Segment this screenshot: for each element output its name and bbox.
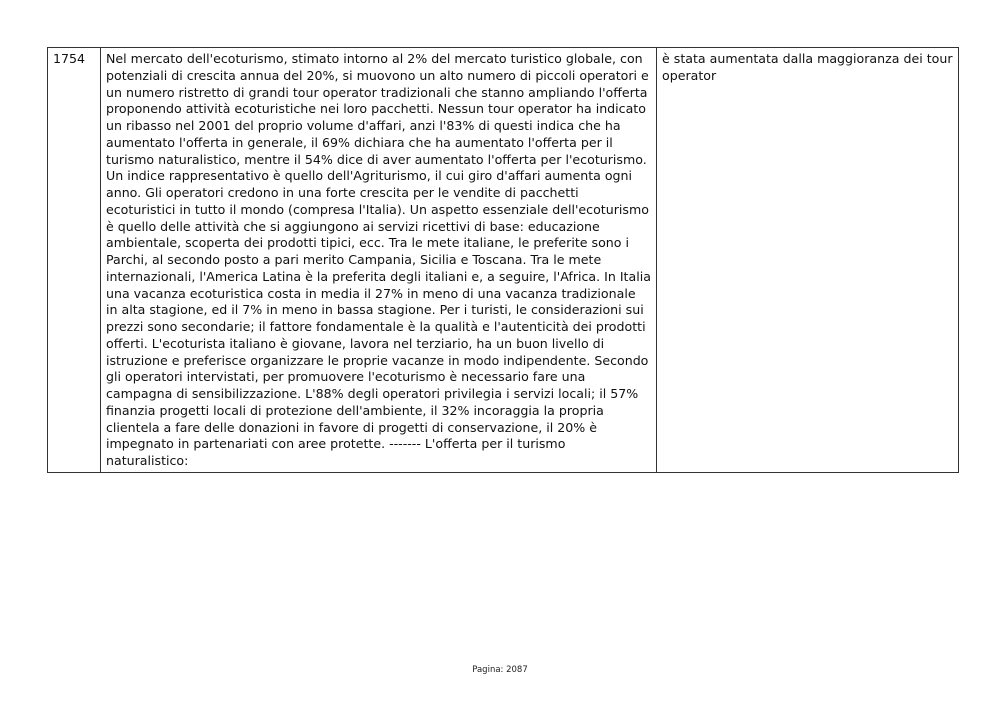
record-table [47, 47, 959, 473]
record-text-cell: Nel mercato dell'ecoturismo, stimato intorno al 2% del mercato turistico globale, con potenziali di crescita annua del 20%, si muovono un alto numero di piccoli operatori e un numero ristretto di grandi tour operator tradizionali che stanno ampliando l'offerta proponendo attività ecoturistiche nei loro pacchetti. Nessun tour operator ha indicato un ribasso nel 2001 del proprio volume d'affari, anzi l'83% di questi indica che ha aumentato l'offerta in generale, il 69% dichiara che ha aumentato l'offerta per il turismo naturalistico, mentre il 54% dice di aver aumentato l'offerta per l'ecoturismo. Un indice rappresentativo è quello dell'Agriturismo, il cui giro d'affari aumenta ogni anno. Gli operatori credono in una forte crescita per le vendite di pacchetti ecoturistici in tutto il mondo (compresa l'Italia). Un aspetto essenziale dell'ecoturismo è quello delle attività che si aggiungono ai servizi ricettivi di base: educazione ambientale, scoperta dei prodotti tipici, ecc. Tra le mete italiane, le preferite sono i Parchi, al secondo posto a pari merito Campania, Sicilia e Toscana. Tra le mete internazionali, l'America Latina è la preferita degli italiani e, a seguire, l'Africa. In Italia una vacanza ecoturistica costa in media il 27% in meno di una vacanza tradizionale in alta stagione, ed il 7% in meno in bassa stagione. Per i turisti, le considerazioni sui prezzi sono secondarie; il fattore fondamentale è la qualità e l'autenticità dei prodotti offerti. L'ecoturista italiano è giovane, lavora nel terziario, ha un buon livello di istruzione e preferisce organizzare le proprie vacanze in modo indipendente. Secondo gli operatori intervistati, per promuovere l'ecoturismo è necessario fare una campagna di sensibilizzazione. L'88% degli operatori privilegia i servizi locali; il 57% finanzia progetti locali di protezione dell'ambiente, il 32% incoraggia la propria clientela a fare delle donazioni in favore di progetti di conservazione, il 20% è impegnato in partenariati con aree protette. ------- L'offerta per il turismo naturalistico: [101, 48, 657, 473]
table-row [48, 48, 959, 473]
page-number: Pagina: 2087 [472, 665, 528, 675]
record-id-cell: 1754 [48, 48, 101, 473]
record-answer-cell: è stata aumentata dalla maggioranza dei tour operator [657, 48, 959, 473]
